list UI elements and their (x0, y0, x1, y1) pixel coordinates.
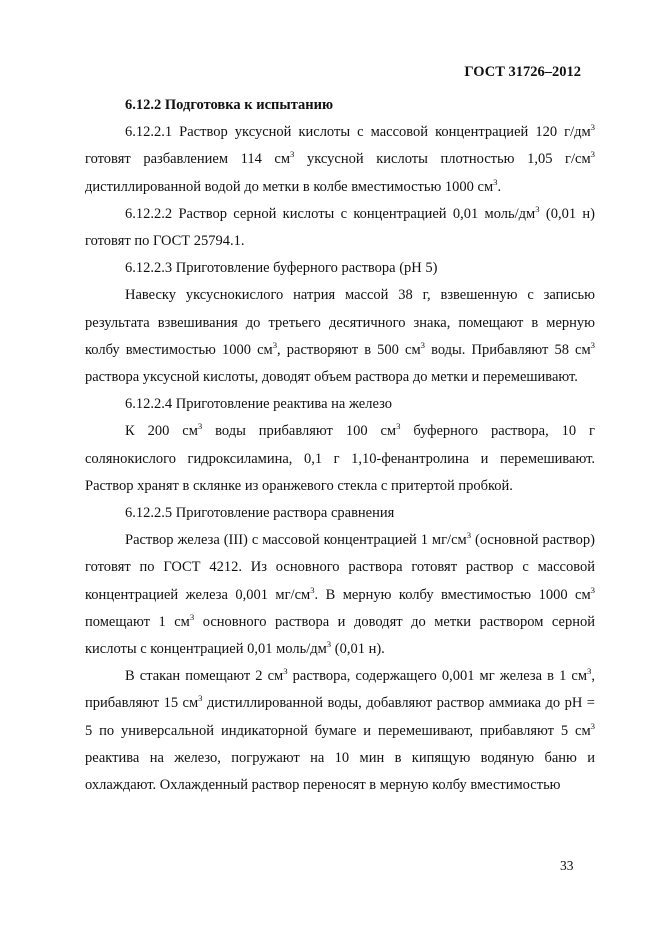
paragraph: 6.12.2.5 Приготовление раствора сравнения (125, 505, 395, 522)
superscript-3: 3 (272, 340, 278, 350)
superscript-3: 3 (590, 149, 595, 160)
superscript-3: 3 (590, 122, 595, 133)
paragraph: В стакан помещают 2 $см^3$ раствора, содержащего 0,001 мг железа в 1 $см^3$, прибавляют 15 $см^3$ дистиллированной воды, добавляют раствор аммиака до pH = 5 по универсальной индикаторной бумаге и перемешивают, прибавляют 5 $см^3$ реактива на железо, погружают на 10 мин в кипящую водяную баню и охлаждают. Охлажденный раствор переносят в мерную колбу вместимостью (85, 666, 595, 794)
paragraph: Навеску уксуснокислого натрия массой 38 г, взвешенную с записью результата взвешивания до третьего десятичного знака, помещают в мерную колбу вместимостью 1000 $см^3$, растворяют в 500 $см^3$ воды. Прибавляют 58 $см^3$ раствора уксусной кислоты, доводят объем раствора до метки и перемешивают. (85, 287, 595, 386)
superscript-3: 3 (466, 530, 472, 541)
document-header: ГОСТ 31726–2012 (464, 64, 581, 80)
superscript-3: 3 (590, 340, 595, 350)
superscript-3: 3 (493, 176, 498, 187)
superscript-3: 3 (587, 666, 592, 677)
superscript-3: 3 (326, 639, 332, 650)
superscript-3: 3 (396, 421, 401, 432)
superscript-3: 3 (290, 149, 295, 160)
superscript-3: 3 (189, 612, 195, 623)
paragraph: К 200 $см^3$ воды прибавляют 100 $см^3$ буферного раствора, 10 г солянокислого гидроксиламина, 0,1 г 1,10-фенантролина и перемешивают. Раствор хранят в склянке из оранжевого стекла с притертой пробкой. (85, 421, 595, 494)
superscript-3: 3 (197, 421, 203, 432)
document-body (85, 92, 595, 799)
paragraph: 6.12.2.2 Раствор серной кислоты с концентрацией 0,01 моль/$дм^3$ (0,01 н) готовят по ГОСТ 25794.1. (85, 203, 595, 250)
paragraph: Раствор железа (III) с массовой концентрацией 1 $мг/см^3$ (основной раствор) готовят по ГОСТ 4212. Из основного раствора готовят раствор с массовой концентрацией железа 0,001 $мг/см^3$. В мерную колбу вместимостью 1000 $см^3$ помещают 1 $см^3$ основного раствора и доводят до метки раствором серной кислоты с концентрацией 0,01 моль/$дм^3$ (0,01 н). (85, 530, 595, 658)
superscript-3: 3 (198, 693, 203, 704)
paragraph: 6.12.2.1 Раствор уксусной кислоты с массовой концентрацией 120 $г/дм^3$ готовят разбавлением 114 $см^3$ уксусной кислоты плотностью 1,05 $г/см^3$ дистиллированной водой до метки в колбе вместимостью 1000 $см^3$. (85, 122, 595, 195)
superscript-3: 3 (590, 584, 595, 595)
superscript-3: 3 (420, 340, 425, 350)
page-number: 33 (560, 858, 574, 873)
paragraph: 6.12.2.3 Приготовление буферного раствора (pH 5) (125, 260, 438, 277)
superscript-3: 3 (283, 666, 288, 677)
superscript-3: 3 (310, 584, 315, 595)
superscript-3: 3 (590, 720, 595, 731)
superscript-3: 3 (535, 203, 540, 214)
section-heading: 6.12.2 Подготовка к испытанию (125, 97, 334, 113)
paragraph: 6.12.2.4 Приготовление реактива на железо (125, 396, 392, 413)
